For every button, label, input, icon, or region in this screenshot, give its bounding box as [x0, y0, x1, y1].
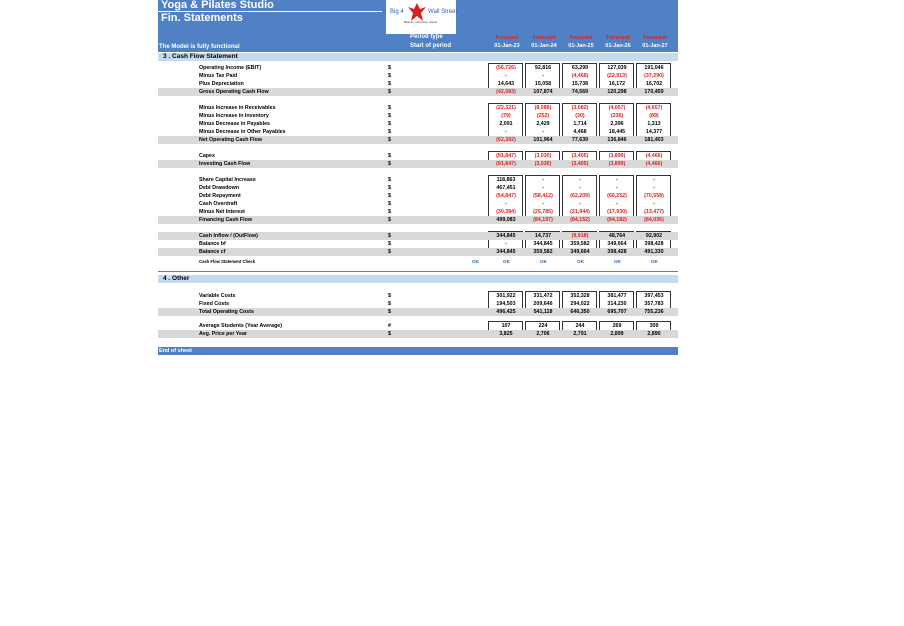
- value-cell[interactable]: 107: [501, 323, 511, 329]
- value-cell[interactable]: 398,428: [607, 249, 627, 255]
- table-row: [158, 112, 678, 120]
- value-cell[interactable]: -: [505, 201, 507, 207]
- row-label: Fixed Costs: [199, 301, 230, 307]
- period-date-header: 01-Jan-23: [494, 43, 520, 49]
- period-type-header: Forecast: [643, 35, 667, 41]
- value-cell[interactable]: 209,646: [533, 301, 553, 307]
- cash-flow-check-label: Cash Flow Statement Check: [199, 259, 256, 264]
- table-row: [158, 120, 678, 128]
- table-row: [158, 208, 678, 216]
- row-unit: $: [388, 233, 391, 239]
- table-row: [158, 192, 678, 200]
- row-unit: $: [388, 161, 391, 167]
- table-row: [158, 64, 678, 72]
- value-cell[interactable]: 359,582: [533, 249, 553, 255]
- value-cell[interactable]: 18,445: [608, 129, 626, 135]
- value-cell[interactable]: 499,083: [496, 217, 516, 223]
- row-label: Investing Cash Flow: [199, 161, 251, 167]
- value-cell[interactable]: 349,664: [570, 249, 590, 255]
- value-cell[interactable]: 359,582: [570, 241, 590, 247]
- period-type-header: Forecast: [569, 35, 593, 41]
- value-cell[interactable]: 2,091: [499, 121, 513, 127]
- logo-text-right: Wall Street: [428, 9, 458, 15]
- value-cell[interactable]: (89): [649, 113, 659, 119]
- value-cell[interactable]: (56,726): [496, 65, 516, 71]
- value-cell[interactable]: -: [579, 185, 581, 191]
- table-row: [158, 88, 678, 96]
- value-cell[interactable]: (3,405): [571, 161, 589, 167]
- value-cell[interactable]: (8,086): [534, 105, 552, 111]
- row-unit: $: [388, 105, 391, 111]
- row-unit: $: [388, 129, 391, 135]
- sheet-title: Fin. Statements: [161, 12, 243, 24]
- value-cell[interactable]: -: [542, 201, 544, 207]
- row-unit: $: [388, 81, 391, 87]
- row-unit: $: [388, 185, 391, 191]
- row-unit: $: [388, 209, 391, 215]
- value-cell[interactable]: 352,328: [570, 293, 590, 299]
- row-label: Operating Income (EBIT): [199, 65, 262, 71]
- company-title: Yoga & Pilates Studio: [161, 0, 274, 11]
- value-cell[interactable]: 2,396: [610, 121, 624, 127]
- value-cell[interactable]: -: [579, 201, 581, 207]
- value-cell[interactable]: 224: [538, 323, 548, 329]
- value-cell[interactable]: -: [542, 129, 544, 135]
- value-cell[interactable]: 3,825: [499, 331, 513, 337]
- table-row: [158, 248, 678, 256]
- check-status-badge: OK: [577, 259, 584, 264]
- table-row: [158, 176, 678, 184]
- value-cell[interactable]: 127,039: [607, 65, 627, 71]
- table-row: [158, 136, 678, 144]
- value-cell[interactable]: 170,459: [644, 89, 664, 95]
- value-cell[interactable]: -: [653, 177, 655, 183]
- value-cell[interactable]: 331,472: [533, 293, 553, 299]
- row-unit: $: [388, 137, 391, 143]
- value-cell[interactable]: -: [653, 201, 655, 207]
- row-label: Plus Depreciation: [199, 81, 244, 87]
- check-status-badge: OK: [651, 259, 658, 264]
- table-row: [158, 330, 678, 338]
- value-cell[interactable]: (62,392): [496, 137, 516, 143]
- table-row: [158, 216, 678, 224]
- table-row: [158, 160, 678, 168]
- value-cell[interactable]: 14,377: [645, 129, 663, 135]
- period-type-header: Forecast: [532, 35, 556, 41]
- row-label: Minus Decrease in Payables: [199, 121, 270, 127]
- check-status-badge: OK: [503, 259, 510, 264]
- row-label: Debt Drawdown: [199, 185, 240, 191]
- period-type-label: Period type: [410, 34, 443, 40]
- value-cell[interactable]: 14,737: [534, 233, 552, 239]
- value-cell[interactable]: 755,236: [644, 309, 664, 315]
- row-unit: $: [388, 331, 391, 337]
- table-row: [158, 232, 678, 240]
- row-label: Balance bf: [199, 241, 226, 247]
- value-cell[interactable]: 15,058: [534, 81, 552, 87]
- row-label: Minus Increase in Inventory: [199, 113, 269, 119]
- table-row: [158, 152, 678, 160]
- value-cell[interactable]: -: [505, 129, 507, 135]
- value-cell[interactable]: -: [616, 201, 618, 207]
- value-cell[interactable]: (37,290): [644, 73, 664, 79]
- row-unit: $: [388, 293, 391, 299]
- value-cell[interactable]: 314,230: [607, 301, 627, 307]
- value-cell[interactable]: 14,643: [497, 81, 515, 87]
- table-row: [158, 292, 678, 300]
- row-unit: $: [388, 113, 391, 119]
- row-unit: $: [388, 201, 391, 207]
- row-label: Balance cf: [199, 249, 226, 255]
- check-status-badge: OK: [472, 259, 479, 264]
- row-unit: $: [388, 177, 391, 183]
- value-cell[interactable]: 398,428: [644, 241, 664, 247]
- value-cell[interactable]: 496,425: [496, 309, 516, 315]
- value-cell[interactable]: -: [542, 73, 544, 79]
- period-date-header: 01-Jan-27: [642, 43, 668, 49]
- value-cell[interactable]: 357,783: [644, 301, 664, 307]
- value-cell[interactable]: 397,453: [644, 293, 664, 299]
- value-cell[interactable]: (22,913): [607, 73, 627, 79]
- value-cell[interactable]: 467,451: [496, 185, 516, 191]
- start-of-period-label: Start of period: [410, 43, 452, 49]
- value-cell[interactable]: (3,082): [571, 105, 589, 111]
- brand-logo: [386, 0, 456, 34]
- value-cell[interactable]: 2,791: [573, 331, 587, 337]
- row-label: Minus Decrease in Other Payables: [199, 129, 286, 135]
- value-cell[interactable]: 191,046: [644, 65, 664, 71]
- section-divider: [158, 271, 678, 272]
- value-cell[interactable]: 309: [649, 323, 659, 329]
- value-cell[interactable]: (4,466): [645, 161, 663, 167]
- value-cell[interactable]: (70,558): [644, 193, 664, 199]
- value-cell[interactable]: 381,477: [607, 293, 627, 299]
- value-cell[interactable]: (22,321): [496, 105, 516, 111]
- table-row: [158, 184, 678, 192]
- value-cell[interactable]: 77,639: [571, 137, 589, 143]
- value-cell[interactable]: (21,944): [570, 209, 590, 215]
- value-cell[interactable]: 491,330: [644, 249, 664, 255]
- logo-text-left: Big 4: [390, 9, 404, 15]
- value-cell[interactable]: (13,477): [644, 209, 664, 215]
- value-cell[interactable]: (66,252): [607, 193, 627, 199]
- value-cell[interactable]: (84,197): [533, 217, 553, 223]
- value-cell[interactable]: -: [505, 241, 507, 247]
- value-cell[interactable]: 2,890: [647, 331, 661, 337]
- value-cell[interactable]: -: [542, 177, 544, 183]
- row-unit: $: [388, 241, 391, 247]
- value-cell[interactable]: (4,468): [571, 73, 589, 79]
- row-label: Share Capital Increase: [199, 177, 256, 183]
- value-cell[interactable]: 695,707: [607, 309, 627, 315]
- value-cell[interactable]: (3,899): [608, 153, 626, 159]
- row-label: Cash Inflow / (OutFlow): [199, 233, 258, 239]
- value-cell[interactable]: (62,209): [570, 193, 590, 199]
- value-cell[interactable]: (42,083): [496, 89, 516, 95]
- section-title: 3 . Cash Flow Statement: [163, 53, 238, 60]
- value-cell[interactable]: 244: [575, 323, 585, 329]
- row-unit: $: [388, 301, 391, 307]
- row-unit: $: [388, 217, 391, 223]
- row-label: Net Operating Cash Flow: [199, 137, 262, 143]
- value-cell[interactable]: 1,313: [647, 121, 661, 127]
- logo-tagline: Believe, Conceive, Excel: [404, 20, 438, 24]
- row-unit: $: [388, 121, 391, 127]
- row-label: Total Operating Costs: [199, 309, 254, 315]
- check-status-badge: OK: [540, 259, 547, 264]
- row-unit: $: [388, 193, 391, 199]
- table-row: [158, 80, 678, 88]
- value-cell[interactable]: (4,466): [645, 153, 663, 159]
- value-cell[interactable]: 63,299: [571, 65, 589, 71]
- value-cell[interactable]: 74,569: [571, 89, 589, 95]
- value-cell[interactable]: 2,706: [536, 331, 550, 337]
- value-cell[interactable]: 344,845: [496, 249, 516, 255]
- row-label: Financing Cash Flow: [199, 217, 252, 223]
- value-cell[interactable]: 92,816: [534, 65, 552, 71]
- row-label: Debt Repayment: [199, 193, 241, 199]
- section-title: 4 . Other: [163, 275, 190, 282]
- value-cell[interactable]: (3,405): [571, 153, 589, 159]
- table-row: [158, 104, 678, 112]
- section-header: [158, 275, 678, 283]
- value-cell[interactable]: 118,863: [496, 177, 516, 183]
- value-cell[interactable]: 344,845: [496, 233, 516, 239]
- value-cell[interactable]: 92,902: [645, 233, 663, 239]
- value-cell[interactable]: 194,503: [496, 301, 516, 307]
- value-cell[interactable]: 344,845: [533, 241, 553, 247]
- value-cell[interactable]: (91,847): [496, 153, 516, 159]
- table-row: [158, 200, 678, 208]
- table-row: [158, 128, 678, 136]
- value-cell[interactable]: (84,036): [644, 217, 664, 223]
- value-cell[interactable]: 181,403: [644, 137, 664, 143]
- value-cell[interactable]: 269: [612, 323, 622, 329]
- value-cell[interactable]: (91,847): [496, 161, 516, 167]
- row-unit: $: [388, 65, 391, 71]
- value-cell[interactable]: 541,118: [533, 309, 553, 315]
- value-cell[interactable]: (3,899): [608, 161, 626, 167]
- value-cell[interactable]: 2,429: [536, 121, 550, 127]
- end-of-sheet-bar: [158, 347, 678, 355]
- value-cell[interactable]: (3,030): [534, 153, 552, 159]
- row-label: Minus Tax Paid: [199, 73, 238, 79]
- value-cell[interactable]: (25,785): [533, 209, 553, 215]
- value-cell[interactable]: 16,172: [608, 81, 626, 87]
- functional-note: The Model is fully functional: [159, 44, 240, 50]
- value-cell[interactable]: 136,846: [607, 137, 627, 143]
- table-row: [158, 300, 678, 308]
- value-cell[interactable]: (30,384): [496, 209, 516, 215]
- period-date-header: 01-Jan-25: [568, 43, 594, 49]
- row-label: Variable Costs: [199, 293, 236, 299]
- value-cell[interactable]: 1,714: [573, 121, 587, 127]
- value-cell[interactable]: -: [653, 185, 655, 191]
- value-cell[interactable]: 4,468: [573, 129, 587, 135]
- row-label: Cash Overdraft: [199, 201, 238, 207]
- section-header: [158, 53, 678, 61]
- value-cell[interactable]: (3,030): [534, 161, 552, 167]
- row-label: Average Students (Year Average): [199, 323, 283, 329]
- value-cell[interactable]: (79): [501, 113, 511, 119]
- value-cell[interactable]: 107,874: [533, 89, 553, 95]
- value-cell[interactable]: (9,918): [571, 233, 589, 239]
- value-cell[interactable]: 15,738: [571, 81, 589, 87]
- value-cell[interactable]: 16,702: [645, 81, 663, 87]
- row-label: Minus Net Interest: [199, 209, 245, 215]
- header-band: [158, 0, 678, 52]
- row-label: Minus Increase in Receivables: [199, 105, 276, 111]
- row-unit: #: [388, 323, 391, 329]
- table-row: [158, 240, 678, 248]
- period-type-header: Forecast: [495, 35, 519, 41]
- row-label: Gross Operating Cash Flow: [199, 89, 269, 95]
- row-unit: $: [388, 153, 391, 159]
- value-cell[interactable]: 2,899: [610, 331, 624, 337]
- value-cell[interactable]: (17,930): [607, 209, 627, 215]
- value-cell[interactable]: (84,152): [570, 217, 590, 223]
- table-row: [158, 308, 678, 316]
- period-date-header: 01-Jan-26: [605, 43, 631, 49]
- row-label: Avg. Price per Year: [199, 331, 247, 337]
- value-cell[interactable]: -: [579, 177, 581, 183]
- value-cell[interactable]: (4,657): [645, 105, 663, 111]
- value-cell[interactable]: -: [616, 177, 618, 183]
- value-cell[interactable]: (30): [575, 113, 585, 119]
- value-cell[interactable]: (252): [536, 113, 550, 119]
- value-cell[interactable]: 349,664: [607, 241, 627, 247]
- value-cell[interactable]: (84,182): [607, 217, 627, 223]
- period-type-header: Forecast: [606, 35, 630, 41]
- value-cell[interactable]: 48,764: [608, 233, 626, 239]
- value-cell[interactable]: -: [542, 185, 544, 191]
- value-cell[interactable]: 101,964: [533, 137, 553, 143]
- row-label: Capex: [199, 153, 215, 159]
- value-cell[interactable]: (58,412): [533, 193, 553, 199]
- value-cell[interactable]: (4,057): [608, 105, 626, 111]
- row-unit: $: [388, 89, 391, 95]
- value-cell[interactable]: (54,847): [496, 193, 516, 199]
- value-cell[interactable]: 646,350: [570, 309, 590, 315]
- row-unit: $: [388, 249, 391, 255]
- end-of-sheet-label: End of sheet: [159, 348, 193, 354]
- table-row: [158, 72, 678, 80]
- value-cell[interactable]: -: [616, 185, 618, 191]
- row-unit: $: [388, 309, 391, 315]
- table-row: [158, 322, 678, 330]
- check-status-badge: OK: [614, 259, 621, 264]
- value-cell[interactable]: 120,298: [607, 89, 627, 95]
- period-date-header: 01-Jan-24: [531, 43, 557, 49]
- value-cell[interactable]: 301,922: [496, 293, 516, 299]
- value-cell[interactable]: -: [505, 73, 507, 79]
- value-cell[interactable]: 294,022: [570, 301, 590, 307]
- value-cell[interactable]: (236): [610, 113, 624, 119]
- row-unit: $: [388, 73, 391, 79]
